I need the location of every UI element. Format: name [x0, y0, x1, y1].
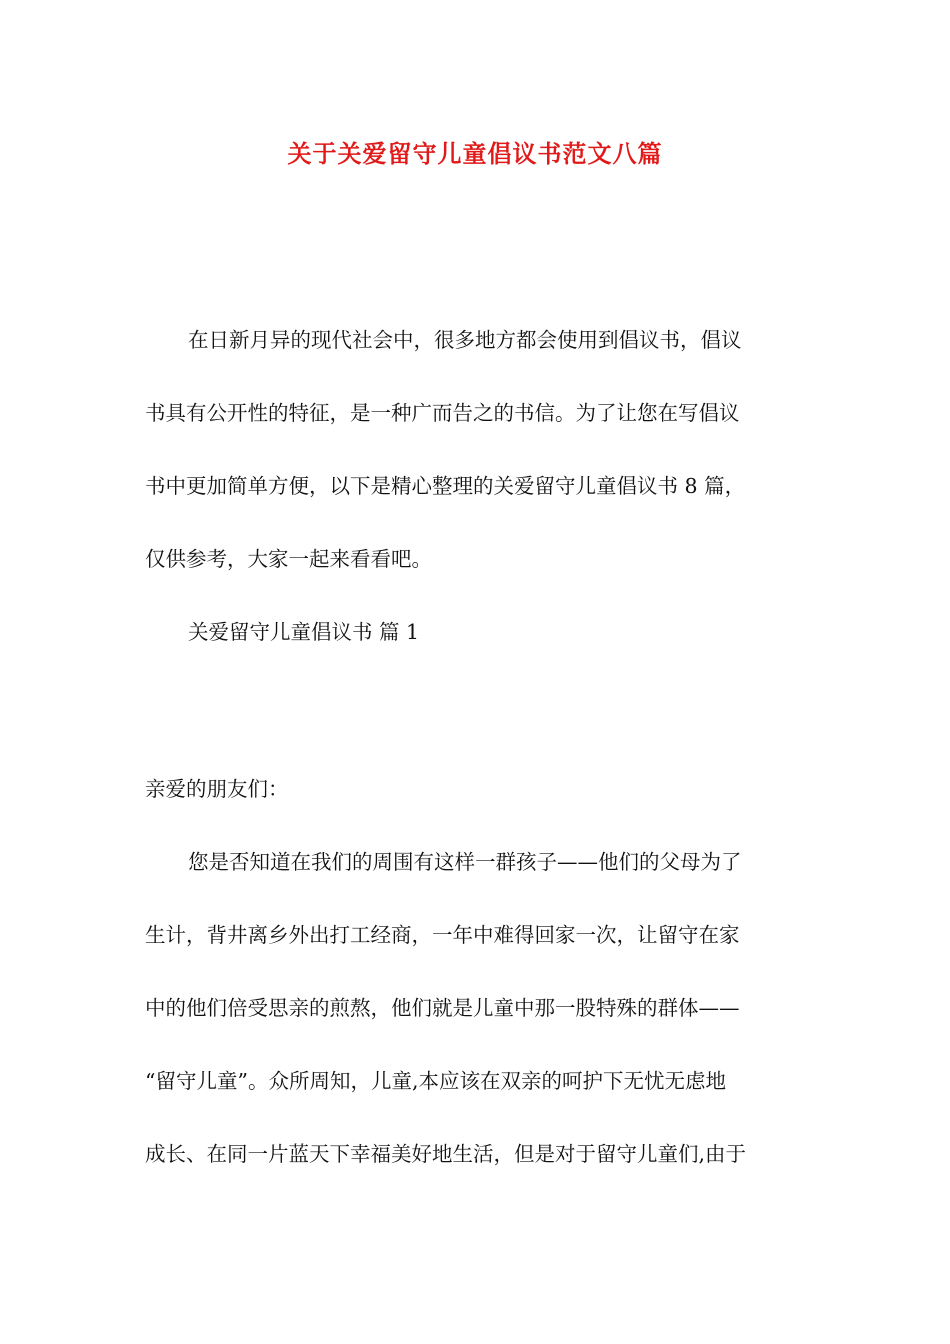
- body-line: 中的他们倍受思亲的煎熬，他们就是儿童中那一股特殊的群体——: [145, 996, 740, 1020]
- intro-paragraph: [145, 304, 807, 669]
- body-line: 成长、在同一片蓝天下幸福美好地生活，但是对于留守儿童们,由于: [145, 1142, 747, 1166]
- intro-line: 仅供参考，大家一起来看看吧。: [145, 547, 432, 571]
- intro-line: 书具有公开性的特征，是一种广而告之的书信。为了让您在写倡议: [145, 401, 740, 425]
- letter-body: [145, 753, 807, 1191]
- body-line: “留守儿童”。众所周知，儿童,本应该在双亲的呵护下无忧无虑地: [145, 1069, 726, 1093]
- intro-line: 书中更加简单方便，以下是精心整理的关爱留守儿童倡议书 8 篇，: [145, 474, 746, 498]
- body-line: 您是否知道在我们的周围有这样一群孩子——他们的父母为了: [188, 850, 742, 874]
- salutation: 亲爱的朋友们：: [145, 777, 289, 801]
- intro-line: 在日新月异的现代社会中，很多地方都会使用到倡议书，倡议: [188, 328, 742, 352]
- section-heading: 关爱留守儿童倡议书 篇 1: [188, 620, 420, 644]
- document-title: 关于关爱留守儿童倡议书范文八篇: [287, 139, 663, 168]
- body-line: 生计，背井离乡外出打工经商，一年中难得回家一次，让留守在家: [145, 923, 740, 947]
